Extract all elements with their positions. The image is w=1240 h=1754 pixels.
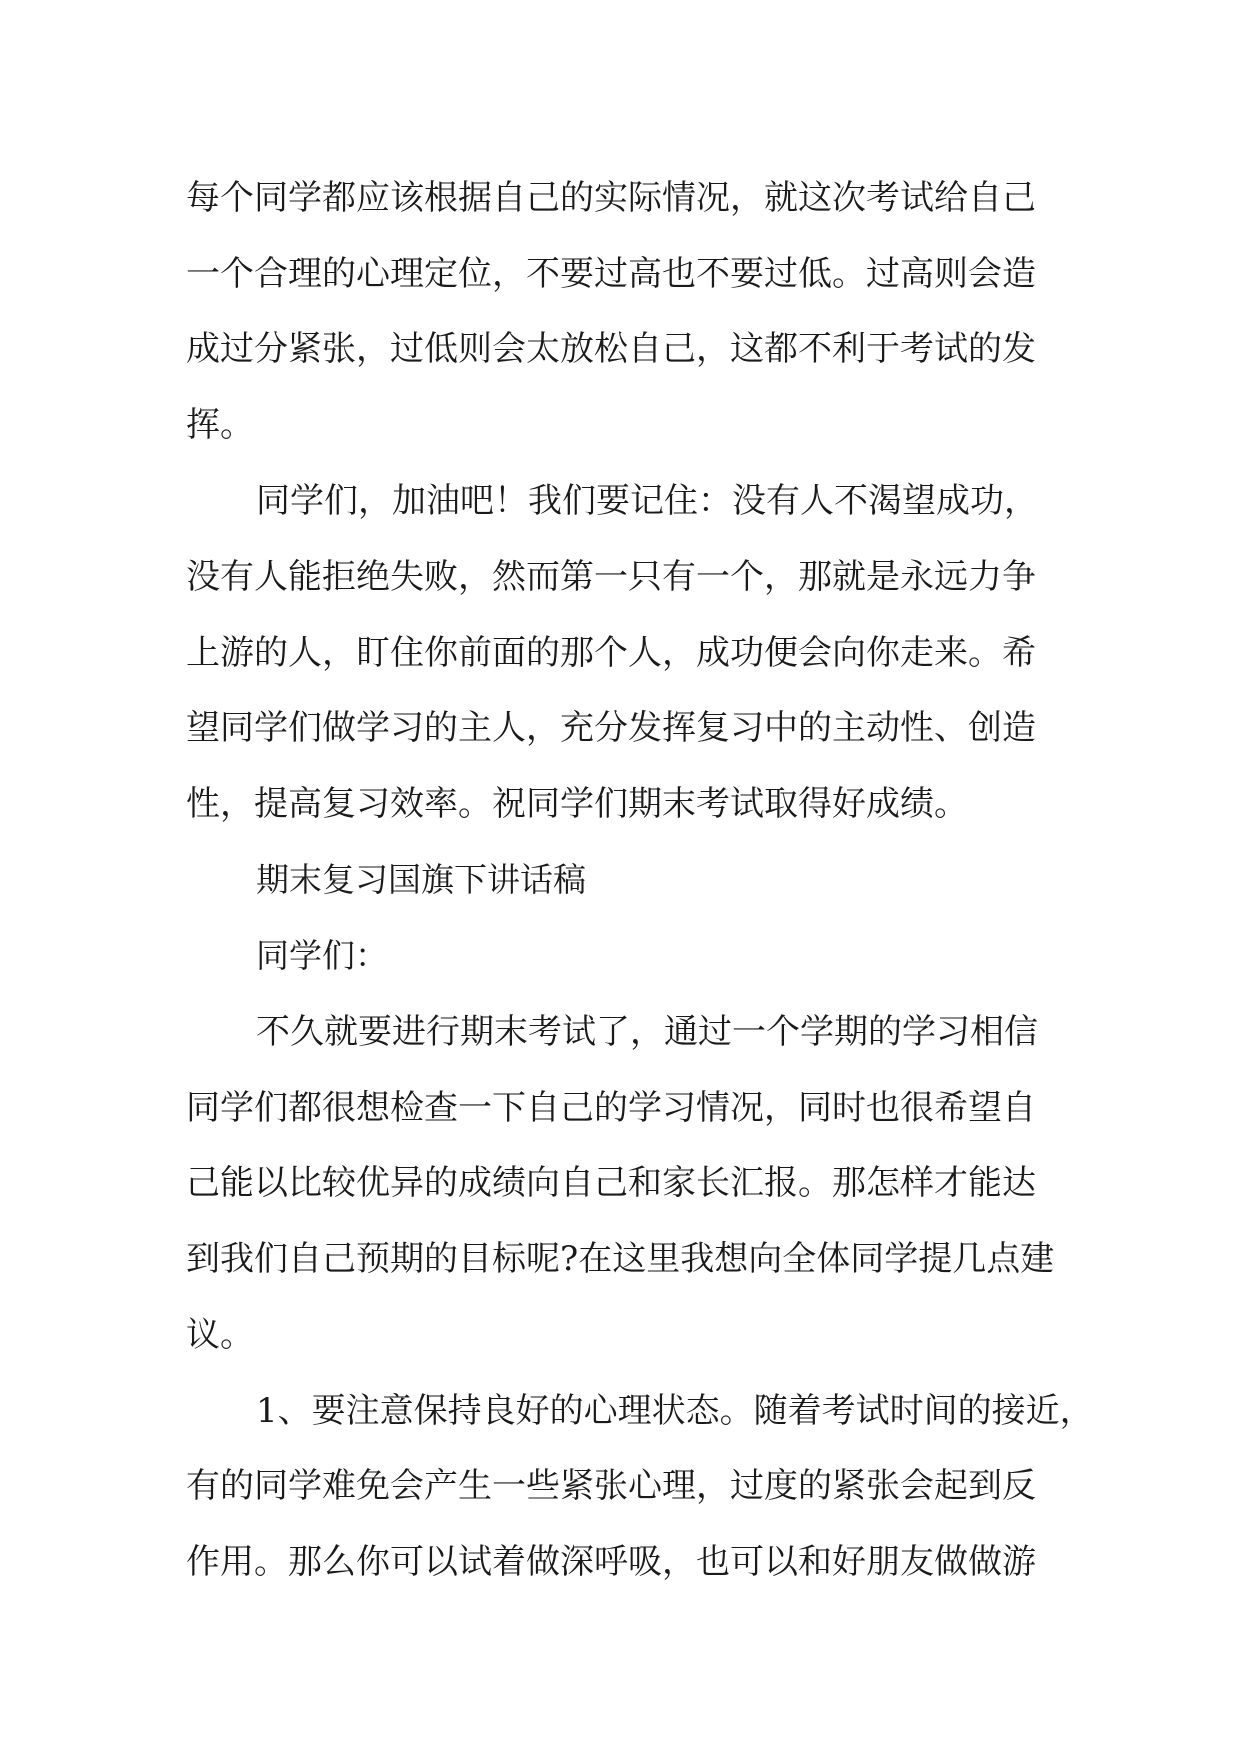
salutation: 同学们：: [256, 936, 388, 975]
paragraph-line: 一个合理的心理定位，不要过高也不要过低。过高则会造: [186, 254, 1036, 294]
paragraph-line: 没有人能拒绝失败，然而第一只有一个，那就是永远力争: [186, 557, 1036, 597]
paragraph-line: 己能以比较优异的成绩向自己和家长汇报。那怎样才能达: [186, 1163, 1036, 1203]
paragraph-line: 不久就要进行期末考试了，通过一个学期的学习相信: [256, 1012, 1038, 1052]
paragraph-line: 同学们都很想检查一下自己的学习情况，同时也很希望自: [186, 1088, 1036, 1128]
paragraph-line: 到我们自己预期的目标呢?在这里我想向全体同学提几点建: [186, 1239, 1055, 1279]
paragraph-line: 性，提高复习效率。祝同学们期末考试取得好成绩。: [186, 784, 968, 824]
section-title: 期末复习国旗下讲话稿: [256, 860, 586, 899]
paragraph-line: 成过分紧张，过低则会太放松自己，这都不利于考试的发: [186, 329, 1036, 369]
paragraph-line: 上游的人，盯住你前面的那个人，成功便会向你走来。希: [186, 633, 1036, 673]
paragraph-line: 挥。: [186, 405, 254, 445]
paragraph-line: 1、要注意保持良好的心理状态。随着考试时间的接近，: [256, 1391, 1094, 1431]
paragraph-line: 作用。那么你可以试着做深呼吸，也可以和好朋友做做游: [186, 1542, 1036, 1582]
paragraph-line: 同学们，加油吧！我们要记住：没有人不渴望成功，: [256, 481, 1038, 521]
paragraph-line: 望同学们做学习的主人，充分发挥复习中的主动性、创造: [186, 708, 1036, 748]
paragraph-line: 议。: [186, 1315, 254, 1355]
paragraph-line: 有的同学难免会产生一些紧张心理，过度的紧张会起到反: [186, 1466, 1036, 1506]
paragraph-line: 每个同学都应该根据自己的实际情况，就这次考试给自己: [186, 178, 1036, 218]
